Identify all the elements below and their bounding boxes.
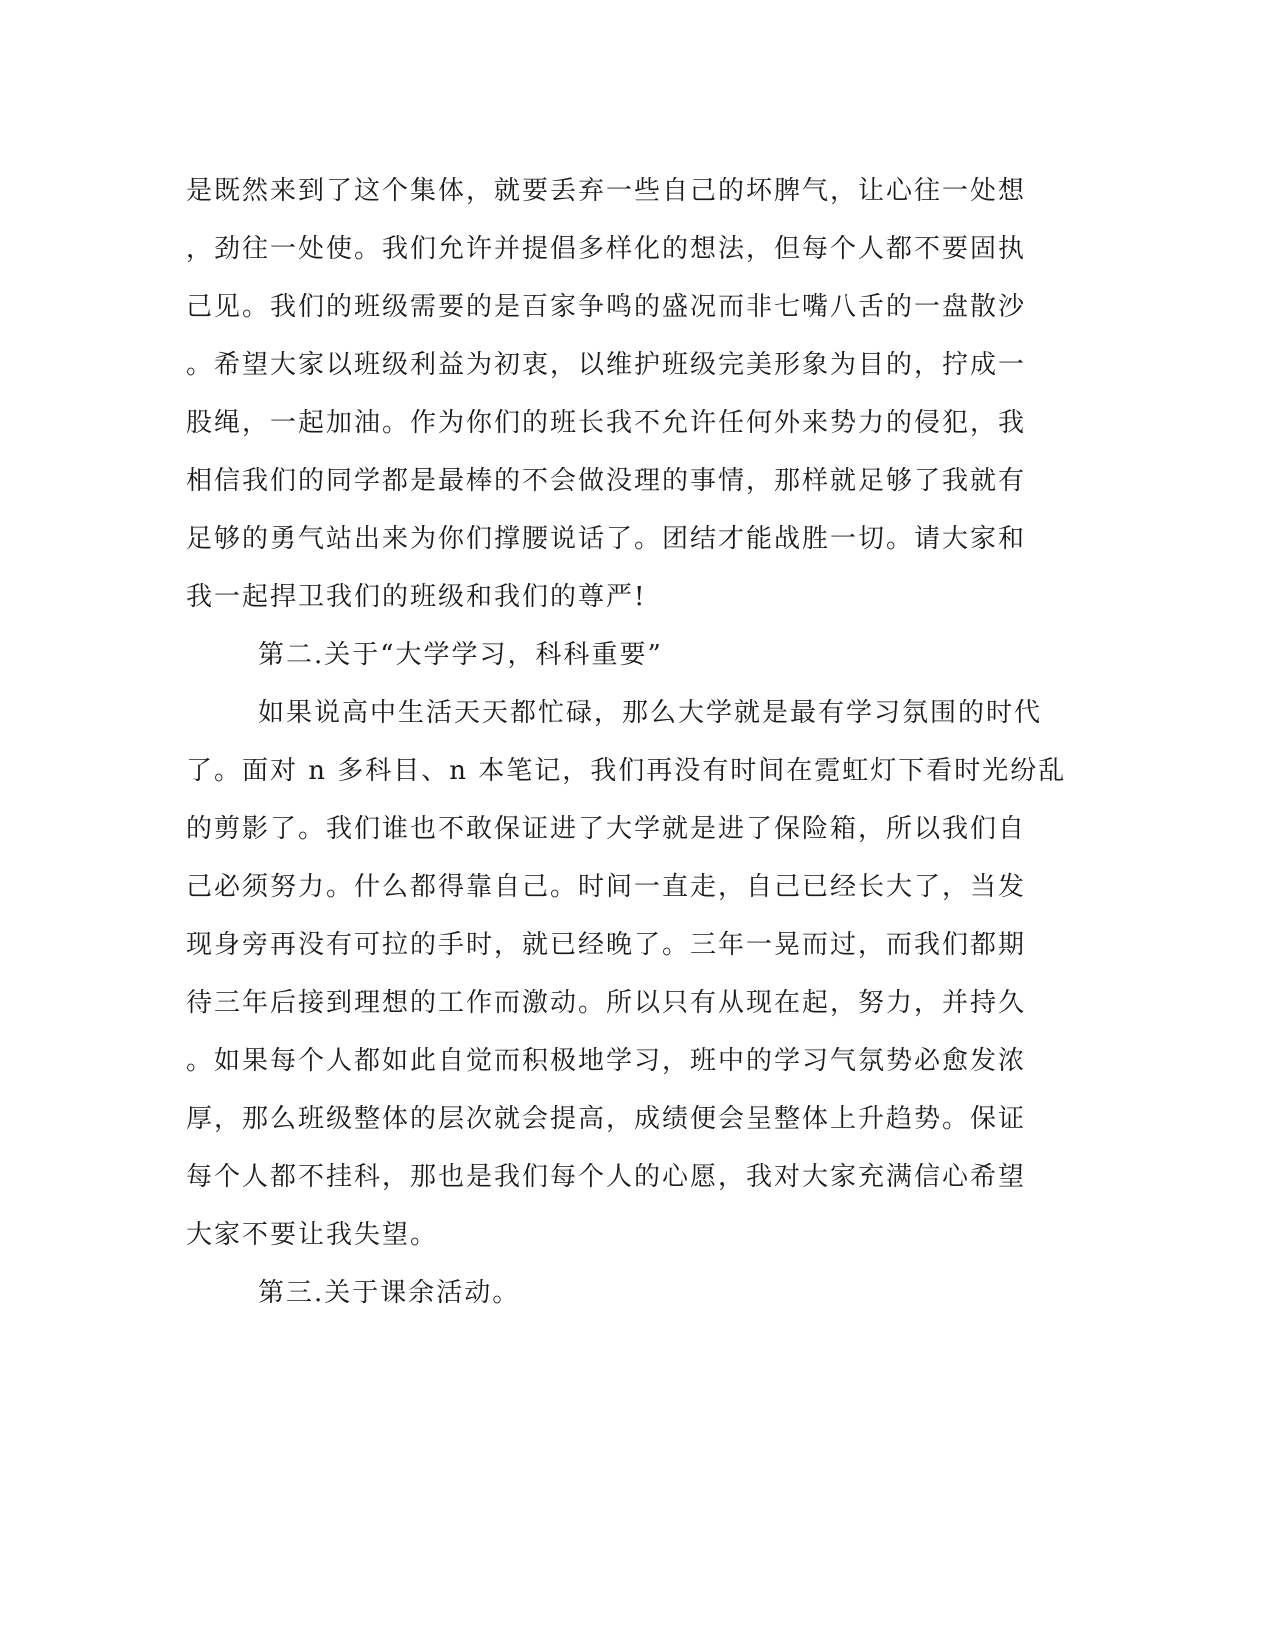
text-line: 股绳，一起加油。作为你们的班长我不允许任何外来势力的侵犯，我 <box>186 408 1027 438</box>
text-line: 相信我们的同学都是最棒的不会做没理的事情，那样就足够了我就有 <box>186 466 1027 496</box>
text-line: 每个人都不挂科，那也是我们每个人的心愿，我对大家充满信心希望 <box>186 1162 1027 1192</box>
text-line: 。希望大家以班级利益为初衷，以维护班级完美形象为目的，拧成一 <box>186 350 1027 380</box>
text-line: 待三年后接到理想的工作而激动。所以只有从现在起，努力，并持久 <box>186 988 1027 1018</box>
text-line: 我一起捍卫我们的班级和我们的尊严! <box>186 582 647 612</box>
text-line: 是既然来到了这个集体，就要丢弃一些自己的坏脾气，让心往一处想 <box>186 176 1027 206</box>
text-line: 。如果每个人都如此自觉而积极地学习，班中的学习气氛势必愈发浓 <box>186 1046 1027 1076</box>
paragraph-start: 如果说高中生活天天都忙碌，那么大学就是最有学习氛围的时代 <box>258 698 1043 728</box>
text-line: 大家不要让我失望。 <box>186 1220 439 1250</box>
text-line: 己必须努力。什么都得靠自己。时间一直走，自己已经长大了，当发 <box>186 872 1027 902</box>
text-line: 足够的勇气站出来为你们撑腰说话了。团结才能战胜一切。请大家和 <box>186 524 1027 554</box>
text-line: 的剪影了。我们谁也不敢保证进了大学就是进了保险箱，所以我们自 <box>186 814 1027 844</box>
text-line: 了。面对 n 多科目、n 本笔记，我们再没有时间在霓虹灯下看时光纷乱 <box>186 756 1067 786</box>
section-heading: 第二.关于“大学学习，科科重要” <box>258 640 663 670</box>
text-line: 己见。我们的班级需要的是百家争鸣的盛况而非七嘴八舌的一盘散沙 <box>186 292 1027 322</box>
text-line: 现身旁再没有可拉的手时，就已经晚了。三年一晃而过，而我们都期 <box>186 930 1027 960</box>
text-line: 厚，那么班级整体的层次就会提高，成绩便会呈整体上升趋势。保证 <box>186 1104 1027 1134</box>
section-heading: 第三.关于课余活动。 <box>258 1278 521 1308</box>
body-text <box>186 162 1066 1322</box>
text-line: ，劲往一处使。我们允许并提倡多样化的想法，但每个人都不要固执 <box>186 234 1027 264</box>
